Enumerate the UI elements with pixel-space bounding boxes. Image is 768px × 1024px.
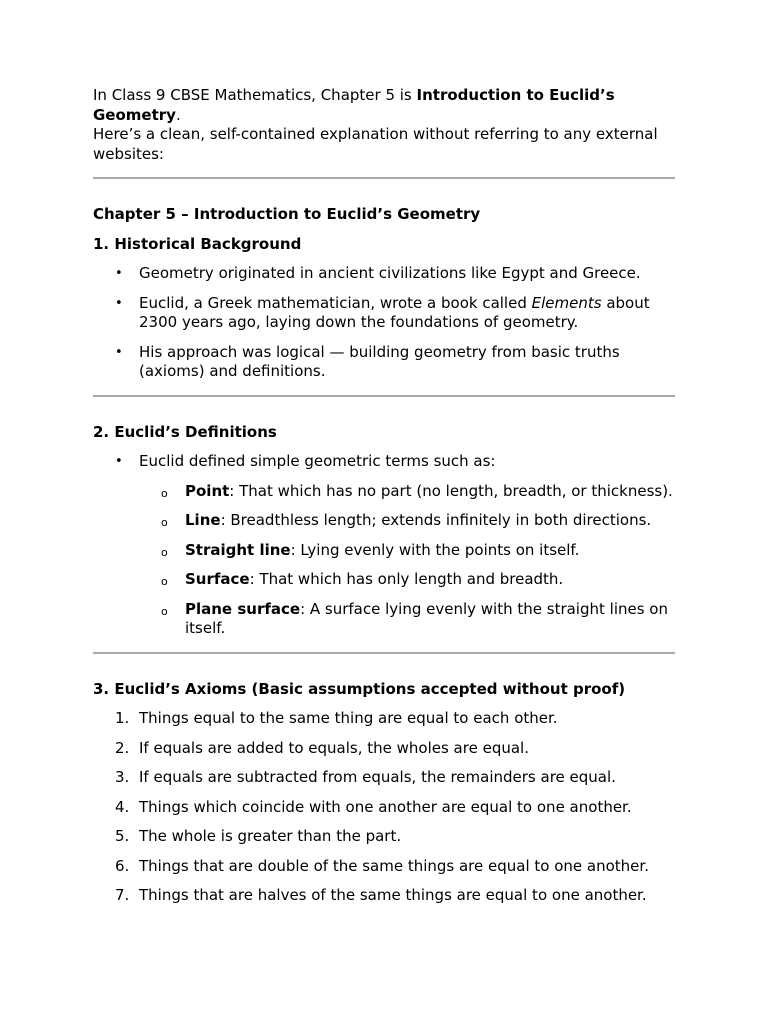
axiom-item: [115, 797, 675, 818]
axiom-number: 6.: [115, 856, 130, 875]
axioms-list: [93, 709, 675, 906]
list-item: [139, 452, 675, 639]
definition-item: [185, 511, 675, 531]
list-item: [139, 343, 675, 382]
axiom-number: 4.: [115, 797, 130, 816]
axiom-text: If equals are subtracted from equals, the remainders are equal.: [139, 768, 616, 786]
axiom-text: Things which coincide with one another are equal to one another.: [139, 797, 632, 816]
list-item-text: His approach was logical — building geometry from basic truths (axioms) and definitions.: [139, 342, 620, 380]
intro-prefix: In Class 9 CBSE Mathematics, Chapter 5 is: [93, 86, 417, 104]
axiom-item: [115, 768, 675, 788]
axiom-item: [115, 709, 675, 729]
axiom-number: 2.: [115, 738, 130, 757]
axiom-number: 3.: [115, 768, 130, 786]
definitions-sublist: [139, 482, 675, 639]
section-heading-historical: 1. Historical Background: [93, 234, 302, 253]
book-title: Elements: [531, 293, 602, 312]
definition-item: [185, 600, 675, 639]
definition-text: : Lying evenly with the points on itself.: [290, 540, 580, 559]
axiom-item: [115, 856, 675, 877]
definition-text: : Breadthless length; extends infinitely in both directions.: [220, 511, 652, 529]
section-heading-definitions: 2. Euclid’s Definitions: [93, 422, 277, 441]
axiom-text: The whole is greater than the part.: [139, 827, 402, 845]
document-body: [93, 86, 675, 916]
list-item: [139, 294, 675, 333]
axiom-item: [115, 738, 675, 759]
intro-line: [93, 86, 675, 125]
intro-block: [93, 86, 675, 164]
definition-text: : A surface lying evenly with the straight lines on itself.: [185, 599, 668, 637]
axiom-number: 7.: [115, 886, 130, 904]
historical-list: [93, 264, 675, 382]
list-item-text-after: about 2300 years ago, laying down the foundations of geometry.: [139, 293, 650, 331]
definition-item: [185, 570, 675, 590]
divider: [93, 177, 675, 179]
list-item-text: Geometry originated in ancient civilizations like Egypt and Greece.: [139, 264, 641, 282]
divider: [93, 652, 675, 654]
axiom-text: Things that are double of the same things are equal to one another.: [139, 856, 649, 875]
definition-term: Surface: [185, 570, 250, 588]
list-item-text-before: Euclid, a Greek mathematician, wrote a book called: [139, 293, 532, 312]
definition-term: Line: [185, 511, 221, 529]
list-item: [139, 264, 675, 284]
intro-chapter-name: Introduction to Euclid’s Geometry: [93, 86, 615, 124]
definition-term: Straight line: [185, 540, 291, 559]
section-heading-axioms: 3. Euclid’s Axioms (Basic assumptions accepted without proof): [93, 679, 626, 698]
definition-item: [185, 541, 675, 561]
divider: [93, 395, 675, 397]
definition-text: : That which has only length and breadth.: [249, 570, 564, 588]
definition-term: Point: [185, 481, 230, 500]
axiom-text: Things that are halves of the same things are equal to one another.: [139, 886, 647, 904]
intro-note: Here’s a clean, self-contained explanation without referring to any external websites:: [93, 125, 658, 163]
definitions-lead: Euclid defined simple geometric terms such as:: [139, 452, 496, 470]
axiom-item: [115, 827, 675, 847]
definition-item: [185, 482, 675, 502]
axiom-text: If equals are added to equals, the wholes are equal.: [139, 738, 529, 757]
axiom-number: 1.: [115, 709, 130, 727]
axiom-number: 5.: [115, 827, 130, 845]
intro-suffix: .: [175, 105, 181, 124]
definition-text: : That which has no part (no length, breadth, or thickness).: [229, 481, 673, 500]
axiom-item: [115, 886, 675, 906]
axiom-text: Things equal to the same thing are equal to each other.: [139, 709, 558, 727]
definitions-list: [93, 452, 675, 639]
chapter-title: Chapter 5 – Introduction to Euclid’s Geometry: [93, 205, 481, 223]
definition-term: Plane surface: [185, 599, 301, 618]
